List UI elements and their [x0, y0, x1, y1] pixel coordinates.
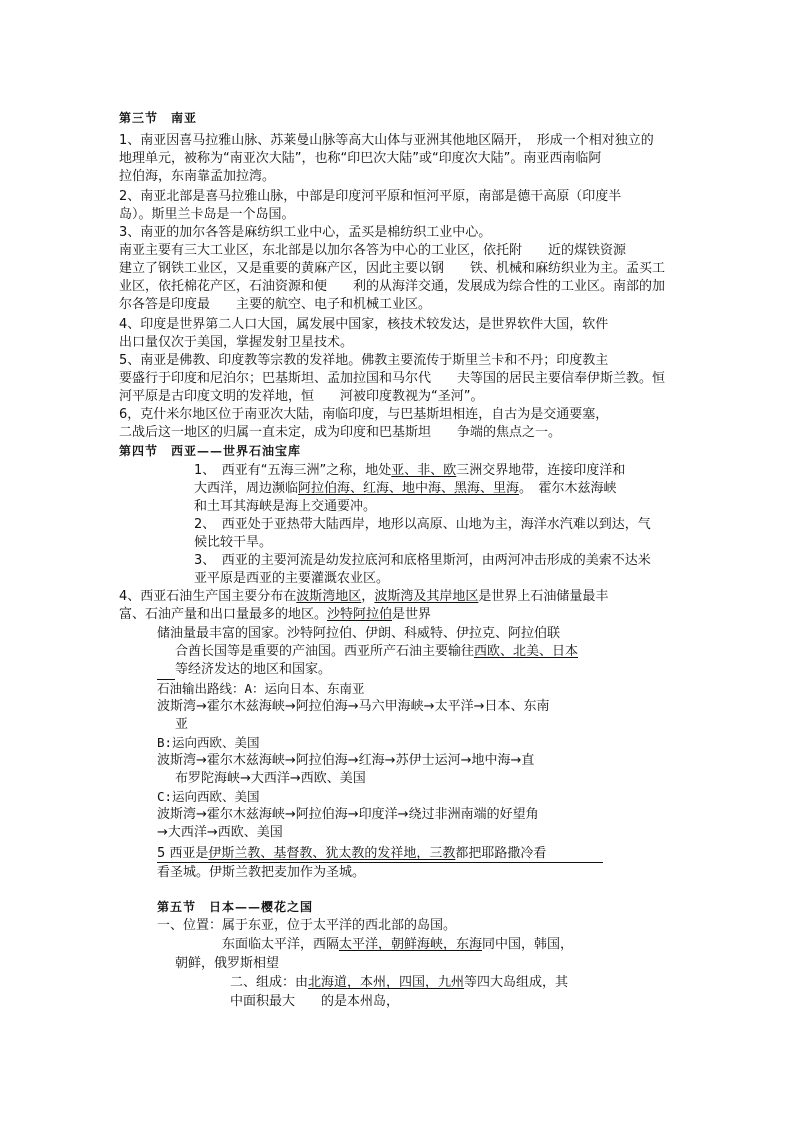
text-span: 是世界上石油储量最丰	[478, 589, 609, 604]
paragraph-line: 二战后这一地区的归属一直未定，成为印度和巴基斯坦 争端的焦点之一。	[119, 425, 562, 440]
text-span: 二、组成：由	[230, 975, 309, 990]
paragraph-line	[222, 936, 573, 954]
list-item: 3、 西亚的主要河流是幼发拉底河和底格里斯河，由两河冲击形成的美索不达米	[194, 553, 651, 568]
underlined-text: 亚、非、欧	[391, 463, 457, 478]
section-heading-south-asia: 第三节 南亚	[119, 111, 198, 125]
paragraph-line: 3、南亚的加尔各答是麻纺织工业中心，孟买是棉纺织工业中心。	[119, 225, 492, 240]
paragraph-line: 建立了钢铁工业区，又是重要的黄麻产区，因此主要以钢 铁、机械和麻纺织业为主。孟买工	[119, 261, 666, 276]
paragraph-line: 看圣城。伊斯兰教把麦加作为圣城。	[157, 865, 366, 880]
paragraph-line	[119, 606, 431, 624]
section-heading-japan: 第五节 日本——樱花之国	[157, 900, 314, 914]
paragraph-line: 6，克什米尔地区位于南亚次大陆，南临印度，与巴基斯坦相连，自古为是交通要塞，	[119, 407, 609, 422]
text-span: 三洲交界地带，连接印度洋和	[456, 463, 626, 478]
paragraph-line: 地理单元，被称为“南亚次大陆”，也称“印巴次大陆”或“印度次大陆”。南亚西南临阿	[119, 151, 602, 166]
paragraph-line: 储油量最丰富的国家。沙特阿拉伯、伊朗、科威特、伊拉克、阿拉伯联	[157, 626, 561, 641]
paragraph-line: 南亚主要有三大工业区，东北部是以加尔各答为中心的工业区，依托附 近的煤铁资源	[119, 243, 627, 258]
paragraph-line	[157, 845, 546, 863]
underlined-text: 伊斯兰教、基督教、犹太教的发祥地，三教	[208, 846, 456, 861]
paragraph-line: 河平原是古印度文明的发祥地，恒 河被印度教视为“圣河”。	[119, 389, 484, 404]
paragraph-line: 中面积最大 的是本州岛，	[230, 994, 400, 1009]
section-heading-west-asia: 第四节 西亚——世界石油宝库	[119, 444, 302, 458]
text-span: 都把耶路撒冷看	[455, 846, 547, 861]
underlined-text: 阿拉伯海、红海、地中海、黑海、里海	[298, 481, 520, 496]
paragraph-line: 1、南亚因喜马拉雅山脉、苏莱曼山脉等高大山体与亚洲其他地区隔开， 形成一个相对独立的	[119, 133, 654, 148]
text-span: 富、石油产量和出口量最多的地区。	[119, 607, 328, 622]
list-item-line: 和土耳其海峡是海上交通要冲。	[194, 499, 377, 514]
underlined-text: 西欧、北美、日本	[474, 644, 579, 659]
paragraph-line: 出口量仅次于美国，掌握发射卫星技术。	[119, 335, 354, 350]
paragraph-line: 一、位置：属于东亚，位于太平洋的西北部的岛国。	[157, 918, 457, 933]
paragraph-line: 拉伯海，东南靠孟加拉湾。	[119, 169, 276, 184]
text-span: 大西洋，周边濒临	[194, 481, 299, 496]
list-item: 2、 西亚处于亚热带大陆西岸，地形以高原、山地为主，海洋水汽难以到达，气	[194, 517, 651, 532]
route-title: C:运向西欧、美国	[157, 789, 260, 804]
route-line: 亚	[175, 717, 189, 732]
text-span: 合酋长国等是重要的产油国。西亚所产石油主要输往	[175, 644, 475, 659]
route-line: 波斯湾→霍尔木兹海峡→阿拉伯海→红海→苏伊士运河→地中海→直	[157, 753, 535, 768]
text-span: 等四大岛组成，其	[464, 975, 569, 990]
paragraph-line: 5、南亚是佛教、印度教等宗教的发祥地。佛教主要流传于斯里兰卡和不丹；印度教主	[119, 353, 609, 368]
text-span: 是世界	[392, 607, 432, 622]
route-line: 波斯湾→霍尔木兹海峡→阿拉伯海→马六甲海峡→太平洋→日本、东南	[157, 699, 550, 714]
text-span: 5 西亚是	[157, 846, 209, 861]
text-span: 。 霍尔木兹海峡	[519, 481, 617, 496]
underlined-text: 北海道，本州，四国，九州	[308, 975, 465, 990]
paragraph-line	[175, 643, 578, 661]
list-item-line: 候比较干旱。	[194, 535, 273, 550]
list-item-line	[194, 480, 617, 498]
paragraph-line: 尔各答是印度最 主要的航空、电子和机械工业区。	[119, 297, 432, 312]
list-item	[194, 462, 625, 480]
paragraph-line: 朝鲜，俄罗斯相望	[175, 956, 280, 971]
underlined-text: 波斯湾及其岸地区	[374, 589, 479, 604]
text-span: 东面临太平洋，西隔	[222, 937, 340, 952]
text-span: 同中国，韩国，	[482, 937, 574, 952]
paragraph-line: 等经济发达的地区和国家。	[175, 662, 332, 677]
route-line: 波斯湾→霍尔木兹海峡→阿拉伯海→印度洋→绕过非洲南端的好望角	[157, 807, 539, 822]
paragraph-line: 2、南亚北部是喜马拉雅山脉，中部是印度河平原和恒河平原，南部是德干高原（印度半	[119, 189, 622, 204]
route-title: B:运向西欧、美国	[157, 735, 260, 750]
paragraph-line	[230, 974, 568, 992]
paragraph-line: 4、印度是世界第二人口大国，属发展中国家，核技术较发达，是世界软件大国，软件	[119, 317, 609, 332]
route-line: →大西洋→西欧、美国	[157, 825, 283, 840]
underlined-text: 沙特阿拉伯	[327, 607, 393, 622]
route-line: 布罗陀海峡→大西洋→西欧、美国	[175, 771, 366, 786]
list-item-line: 亚平原是西亚的主要灌溉农业区。	[194, 571, 390, 586]
paragraph-line: 要盛行于印度和尼泊尔；巴基斯坦、孟加拉国和马尔代 夫等国的居民主要信奉伊斯兰教。恒	[119, 371, 666, 386]
paragraph-line: 岛）。斯里兰卡岛是一个岛国。	[119, 207, 295, 222]
route-title: 石油输出路线：A：运向日本、东南亚	[157, 681, 365, 696]
text-span: ，	[361, 589, 375, 604]
text-span: 4、西亚石油生产国主要分布在	[119, 589, 297, 604]
underline-rule	[157, 862, 603, 863]
paragraph-line: 业区，依托棉花产区，石油资源和便 利的从海洋交通，发展成为综合性的工业区。南部的加	[119, 279, 666, 294]
paragraph-line	[119, 588, 608, 606]
underlined-text: 波斯湾地区	[296, 589, 362, 604]
text-span: 1、 西亚有“五海三洲”之称，地处	[194, 463, 392, 478]
underlined-text: 太平洋，朝鲜海峡，东海	[339, 937, 483, 952]
